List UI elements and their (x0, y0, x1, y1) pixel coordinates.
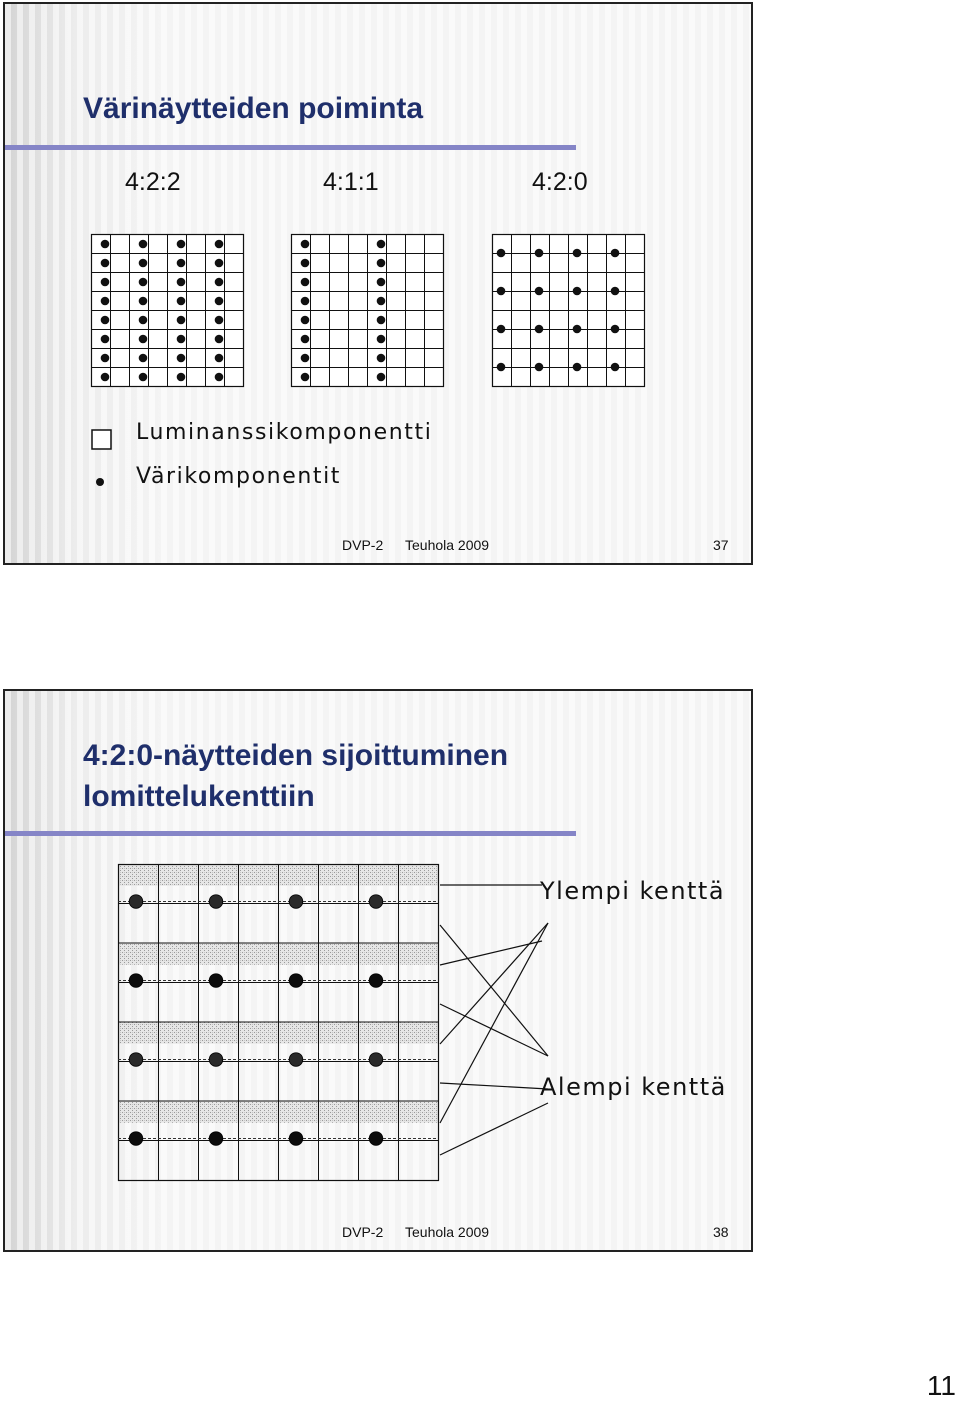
chroma-sample-dot (177, 297, 186, 306)
connector-line (440, 923, 548, 1123)
chroma-sample-dot (573, 363, 582, 372)
chroma-sample-dot (301, 297, 310, 306)
chroma-sample-dot (377, 335, 386, 344)
connector-line (440, 923, 548, 1044)
chroma-sample-dot (301, 373, 310, 382)
connector-line (440, 1083, 548, 1089)
connector-line (440, 925, 548, 1056)
chroma-sample-dot (101, 297, 110, 306)
chroma-sample-dot (215, 354, 224, 363)
chroma-sample-dot (209, 1132, 223, 1146)
format-label-420: 4:2:0 (532, 168, 588, 196)
footer-course: DVP-2 (342, 1224, 384, 1240)
format-label-411: 4:1:1 (323, 168, 379, 196)
chroma-sample-dot (139, 354, 148, 363)
chroma-sample-dot (535, 363, 544, 372)
chroma-sample-dot (209, 974, 223, 988)
chroma-sample-dot (535, 249, 544, 258)
chroma-sample-dot (129, 1132, 143, 1146)
chroma-sample-dot (289, 895, 303, 909)
chroma-sample-dot (611, 325, 620, 334)
chroma-sample-dot (377, 354, 386, 363)
chroma-sample-dot (301, 278, 310, 287)
chroma-sample-dot (377, 240, 386, 249)
format-label-422: 4:2:2 (125, 168, 181, 196)
chroma-sample-dot (497, 363, 506, 372)
slide-number: 38 (713, 1224, 729, 1240)
chroma-sample-dot (611, 363, 620, 372)
chroma-sample-dot (573, 325, 582, 334)
chroma-sample-dot (497, 325, 506, 334)
slide-title: Värinäytteiden poiminta (83, 92, 424, 125)
chroma-sample-dot (377, 316, 386, 325)
chroma-sample-dot (129, 974, 143, 988)
chroma-sample-dot (215, 240, 224, 249)
chroma-sample-dot (129, 895, 143, 909)
chroma-sample-dot (101, 373, 110, 382)
interlaced-field-grid (118, 864, 440, 1180)
chroma-sample-dot (215, 335, 224, 344)
chroma-sample-dot (535, 287, 544, 296)
chroma-sample-dot (289, 1132, 303, 1146)
chroma-sample-dot (139, 373, 148, 382)
chroma-sample-dot (611, 287, 620, 296)
chroma-sample-dot (139, 259, 148, 268)
chroma-sample-dot (369, 1132, 383, 1146)
chroma-sample-dot (215, 373, 224, 382)
chroma-sample-dot (101, 259, 110, 268)
chroma-sample-dot (177, 373, 186, 382)
slide-number: 37 (713, 537, 729, 553)
chroma-sample-dot (177, 278, 186, 287)
chroma-sample-dot (377, 259, 386, 268)
chroma-sample-dot (369, 1053, 383, 1067)
chroma-sample-dot (301, 316, 310, 325)
upper-field-label: Ylempi kenttä (540, 877, 726, 905)
chroma-sample-dot (301, 259, 310, 268)
chroma-sample-dot (497, 249, 506, 258)
chroma-sample-dot (101, 354, 110, 363)
legend-chroma-label: Värikomponentit (136, 464, 342, 489)
chroma-sample-dot (177, 316, 186, 325)
chroma-sample-dot (139, 335, 148, 344)
chroma-sample-dot (177, 354, 186, 363)
chroma-sample-dot (215, 316, 224, 325)
chroma-sample-dot (377, 297, 386, 306)
chroma-sample-dot (139, 240, 148, 249)
chroma-sample-dot (177, 335, 186, 344)
footer-course: DVP-2 (342, 537, 384, 553)
slide-38 (3, 689, 753, 1252)
chroma-sample-dot (573, 287, 582, 296)
chroma-sample-dot (177, 240, 186, 249)
title-rule (5, 145, 576, 150)
chroma-sample-dot (369, 974, 383, 988)
chroma-sample-dot (101, 316, 110, 325)
chroma-sample-dot (377, 278, 386, 287)
title-rule (5, 831, 576, 836)
chroma-sample-dot (497, 287, 506, 296)
chroma-sample-dot (139, 297, 148, 306)
chroma-sample-dot (101, 240, 110, 249)
chroma-sample-dot (369, 895, 383, 909)
chroma-sample-dot (209, 1053, 223, 1067)
chroma-sample-dot (215, 297, 224, 306)
page-number: 11 (926, 1370, 956, 1401)
chroma-sample-dot (301, 240, 310, 249)
slide-37 (3, 2, 753, 565)
sampling-grid-420 (492, 234, 644, 386)
chroma-sample-dot (611, 249, 620, 258)
chroma-sample-dot (101, 278, 110, 287)
sampling-grid-411 (291, 234, 443, 386)
chroma-sample-dot (377, 373, 386, 382)
chroma-sample-dot (177, 259, 186, 268)
chroma-sample-dot (215, 278, 224, 287)
chroma-sample-dot (289, 1053, 303, 1067)
connector-line (440, 1103, 548, 1155)
lower-field-label: Alempi kenttä (540, 1073, 727, 1101)
field-connector-lines (440, 871, 555, 1161)
slide-title-line2: lomittelukenttiin (83, 780, 315, 813)
chroma-sample-dot (301, 354, 310, 363)
chroma-sample-dot (301, 335, 310, 344)
chroma-sample-dot (215, 259, 224, 268)
chroma-sample-dot (129, 1053, 143, 1067)
chroma-dot-icon (95, 477, 107, 489)
slide-title-line1: 4:2:0-näytteiden sijoittuminen (83, 739, 509, 772)
chroma-sample-dot (139, 316, 148, 325)
chroma-sample-dot (573, 249, 582, 258)
footer-author: Teuhola 2009 (405, 1224, 490, 1240)
luma-square-icon (91, 429, 113, 451)
connector-line (440, 1004, 548, 1056)
chroma-sample-dot (289, 974, 303, 988)
chroma-sample-dot (209, 895, 223, 909)
chroma-sample-dot (139, 278, 148, 287)
sampling-grid-422 (91, 234, 243, 386)
chroma-sample-dot (101, 335, 110, 344)
footer-author: Teuhola 2009 (405, 537, 490, 553)
chroma-sample-dot (535, 325, 544, 334)
legend-luma-label: Luminanssikomponentti (136, 420, 433, 445)
